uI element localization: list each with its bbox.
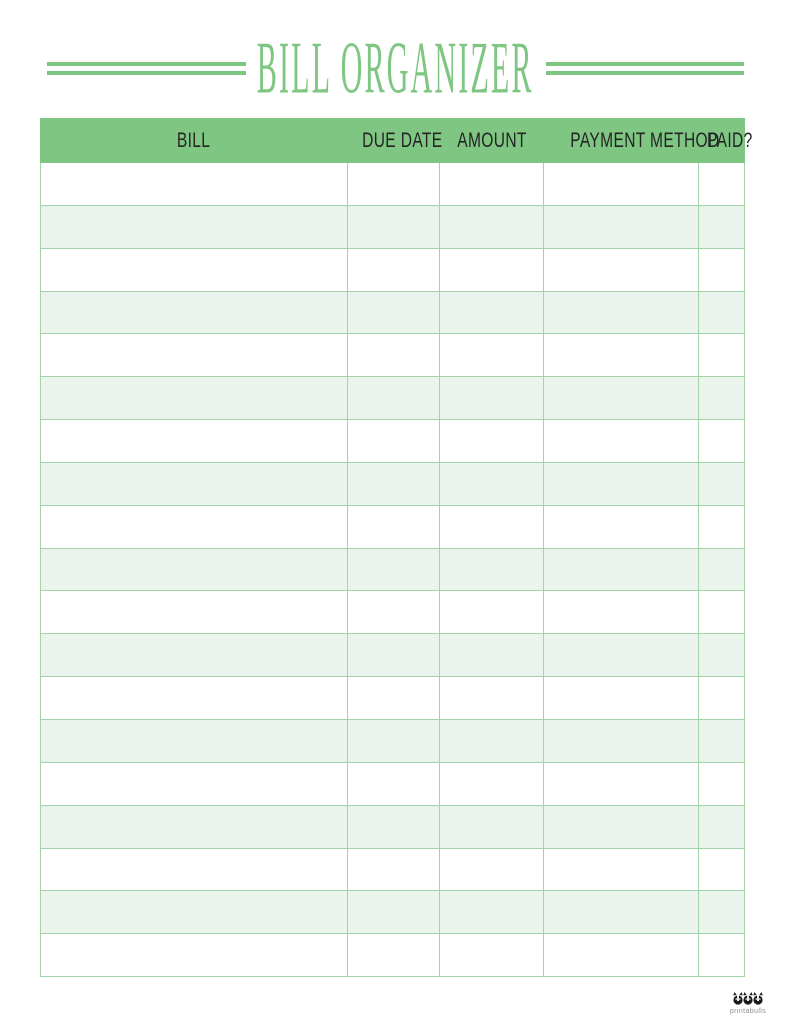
bill-cell xyxy=(41,420,348,462)
payment-method-cell xyxy=(544,549,699,591)
table-row xyxy=(41,334,744,377)
amount-cell xyxy=(440,720,544,762)
payment-method-cell xyxy=(544,849,699,891)
bill-cell xyxy=(41,292,348,334)
amount-cell xyxy=(440,891,544,933)
header-cell-payment-method xyxy=(544,128,720,153)
bill-cell xyxy=(41,249,348,291)
paid-cell xyxy=(699,163,744,205)
bill-cell xyxy=(41,891,348,933)
amount-cell xyxy=(440,206,544,248)
paid-cell xyxy=(699,334,744,376)
printabulls-logo xyxy=(724,992,772,1015)
title-band xyxy=(47,25,744,109)
title-divider-right xyxy=(546,62,745,75)
bill-cell xyxy=(41,849,348,891)
table-row xyxy=(41,420,744,463)
table-row xyxy=(41,206,744,249)
paid-cell xyxy=(699,934,744,976)
bill-cell xyxy=(41,206,348,248)
paid-cell xyxy=(699,720,744,762)
paid-cell xyxy=(699,763,744,805)
header-label-payment-method: PAYMENT METHOD xyxy=(570,128,720,152)
paid-cell xyxy=(699,206,744,248)
bill-cell xyxy=(41,163,348,205)
paid-cell xyxy=(699,677,744,719)
table-row xyxy=(41,463,744,506)
table-header xyxy=(40,118,753,163)
due-date-cell xyxy=(348,891,440,933)
payment-method-cell xyxy=(544,891,699,933)
due-date-cell xyxy=(348,292,440,334)
paid-cell xyxy=(699,377,744,419)
paid-cell xyxy=(699,292,744,334)
amount-cell xyxy=(440,591,544,633)
amount-cell xyxy=(440,249,544,291)
logo-wordmark: printabulls xyxy=(729,1008,767,1015)
bill-cell xyxy=(41,634,348,676)
page-title: BILL ORGANIZER xyxy=(257,25,534,109)
due-date-cell xyxy=(348,634,440,676)
due-date-cell xyxy=(348,377,440,419)
payment-method-cell xyxy=(544,206,699,248)
paid-cell xyxy=(699,806,744,848)
table-row xyxy=(41,934,744,977)
header-label-amount: AMOUNT xyxy=(457,128,527,152)
table-row xyxy=(41,720,744,763)
bill-table xyxy=(40,118,753,977)
table-row xyxy=(41,591,744,634)
amount-cell xyxy=(440,634,544,676)
amount-cell xyxy=(440,549,544,591)
payment-method-cell xyxy=(544,677,699,719)
header-cell-amount xyxy=(440,129,544,153)
paid-cell xyxy=(699,634,744,676)
amount-cell xyxy=(440,806,544,848)
due-date-cell xyxy=(348,591,440,633)
table-row xyxy=(41,677,744,720)
paid-cell xyxy=(699,249,744,291)
due-date-cell xyxy=(348,849,440,891)
due-date-cell xyxy=(348,163,440,205)
header-label-paid: PAID? xyxy=(707,128,753,152)
due-date-cell xyxy=(348,763,440,805)
amount-cell xyxy=(440,849,544,891)
amount-cell xyxy=(440,420,544,462)
bill-cell xyxy=(41,763,348,805)
amount-cell xyxy=(440,463,544,505)
bill-cell xyxy=(41,677,348,719)
paid-cell xyxy=(699,591,744,633)
title-wrap xyxy=(254,25,538,109)
bill-cell xyxy=(41,720,348,762)
payment-method-cell xyxy=(544,934,699,976)
payment-method-cell xyxy=(544,163,699,205)
amount-cell xyxy=(440,377,544,419)
table-row xyxy=(41,763,744,806)
table-row xyxy=(41,849,744,892)
table-row xyxy=(41,506,744,549)
table-row xyxy=(41,806,744,849)
amount-cell xyxy=(440,292,544,334)
due-date-cell xyxy=(348,463,440,505)
payment-method-cell xyxy=(544,506,699,548)
header-cell-due-date xyxy=(348,128,443,153)
table-body xyxy=(40,163,745,977)
paid-cell xyxy=(699,506,744,548)
payment-method-cell xyxy=(544,334,699,376)
payment-method-cell xyxy=(544,377,699,419)
payment-method-cell xyxy=(544,720,699,762)
payment-method-cell xyxy=(544,591,699,633)
due-date-cell xyxy=(348,249,440,291)
bill-cell xyxy=(41,591,348,633)
amount-cell xyxy=(440,163,544,205)
paid-cell xyxy=(699,891,744,933)
table-row xyxy=(41,249,744,292)
bill-cell xyxy=(41,806,348,848)
due-date-cell xyxy=(348,806,440,848)
bulldogs-icon xyxy=(733,992,763,1007)
due-date-cell xyxy=(348,420,440,462)
payment-method-cell xyxy=(544,463,699,505)
due-date-cell xyxy=(348,334,440,376)
table-row xyxy=(41,163,744,206)
bill-cell xyxy=(41,463,348,505)
title-divider-left xyxy=(47,62,246,75)
payment-method-cell xyxy=(544,806,699,848)
payment-method-cell xyxy=(544,249,699,291)
amount-cell xyxy=(440,506,544,548)
due-date-cell xyxy=(348,549,440,591)
header-cell-bill xyxy=(40,129,348,153)
table-row xyxy=(41,377,744,420)
amount-cell xyxy=(440,934,544,976)
bill-cell xyxy=(41,334,348,376)
bill-cell xyxy=(41,934,348,976)
due-date-cell xyxy=(348,677,440,719)
amount-cell xyxy=(440,677,544,719)
payment-method-cell xyxy=(544,634,699,676)
bill-cell xyxy=(41,506,348,548)
paid-cell xyxy=(699,549,744,591)
bill-cell xyxy=(41,377,348,419)
due-date-cell xyxy=(348,720,440,762)
paid-cell xyxy=(699,420,744,462)
table-row xyxy=(41,891,744,934)
amount-cell xyxy=(440,763,544,805)
paid-cell xyxy=(699,849,744,891)
payment-method-cell xyxy=(544,420,699,462)
table-row xyxy=(41,549,744,592)
payment-method-cell xyxy=(544,763,699,805)
amount-cell xyxy=(440,334,544,376)
payment-method-cell xyxy=(544,292,699,334)
table-row xyxy=(41,634,744,677)
due-date-cell xyxy=(348,206,440,248)
header-label-bill: BILL xyxy=(177,128,211,152)
bill-cell xyxy=(41,549,348,591)
due-date-cell xyxy=(348,934,440,976)
paid-cell xyxy=(699,463,744,505)
due-date-cell xyxy=(348,506,440,548)
table-row xyxy=(41,292,744,335)
header-label-due-date: DUE DATE xyxy=(362,128,443,152)
